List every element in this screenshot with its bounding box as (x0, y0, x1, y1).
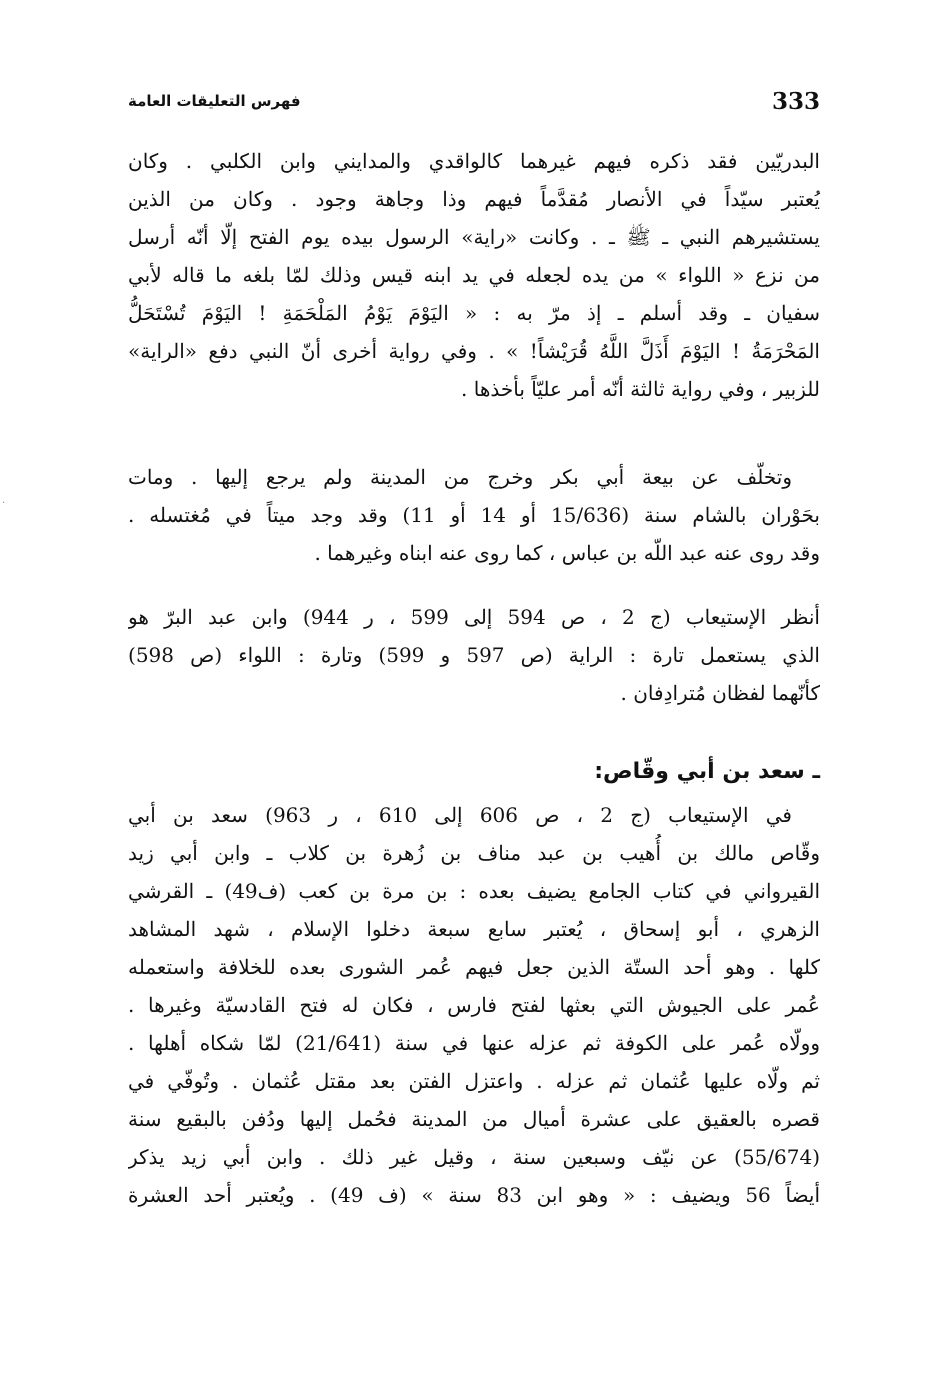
page-number: 333 (771, 88, 820, 115)
text-line: المَحْرَمَةُ ! اليَوْمَ أَذَلَّ اللَّهُ قُرَيْشاً! » . وفي رواية أخرى أنّ النبي دفع «الراية» (128, 339, 820, 363)
text-line: الزهري ، أبو إسحاق ، يُعتبر سابع سبعة دخلوا الإسلام ، شهد المشاهد (128, 917, 820, 941)
running-title: فهرس التعليقات العامة (128, 92, 301, 110)
paragraph-4 (128, 796, 820, 1214)
scan-speck: · (2, 498, 6, 509)
text-line: كلها . وهو أحد الستّة الذين جعل فيهم عُمر الشورى بعده للخلافة واستعمله (128, 955, 820, 979)
text-line: أنظر الإستيعاب (ج 2 ، ص 594 إلى 599 ، ر 944) وابن عبد البرّ هو (128, 605, 820, 629)
text-line: من نزع « اللواء » من يده لجعله في يد ابنه قيس وذلك لمّا بلغه ما قاله لأبي (128, 263, 820, 287)
text-line: الذي يستعمل تارة : الراية (ص 597 و 599) وتارة : اللواء (ص 598) (128, 643, 820, 667)
paragraph-3 (128, 598, 820, 712)
page-header (128, 88, 820, 122)
text-line: للزبير ، وفي رواية ثالثة أنّه أمر عليّاً بأخذها . (461, 377, 820, 401)
text-line: سفيان ـ وقد أسلم ـ إذ مرّ به : « اليَوْمَ يَوْمُ المَلْحَمَةِ ! اليَوْمَ تُسْتَحَلُّ (128, 301, 820, 325)
paragraph-1 (128, 142, 820, 408)
text-line: كأنّهما لفظان مُترادِفان . (620, 681, 820, 705)
text-line: ثم ولّاه عليها عُثمان ثم عزله . واعتزل الفتن بعد مقتل عُثمان . وتُوفّي في (128, 1069, 820, 1093)
paragraph-2 (128, 458, 820, 572)
text-line: بحَوْران بالشام سنة (15/636 أو 14 أو 11) وقد وجد ميتاً في مُغتسله . (128, 503, 820, 527)
text-line: في الإستيعاب (ج 2 ، ص 606 إلى 610 ، ر 963) سعد بن أبي (128, 803, 792, 827)
text-line: قصره بالعقيق على عشرة أميال من المدينة فحُمل إليها ودُفن بالبقيع سنة (128, 1107, 820, 1131)
text-line: البدريّين فقد ذكره فيهم غيرهما كالواقدي والمدايني وابن الكلبي . وكان (128, 149, 820, 173)
text-line: وقد روى عنه عبد اللّه بن عباس ، كما روى عنه ابناه وغيرهما . (314, 541, 820, 565)
text-line: القيرواني في كتاب الجامع يضيف بعده : بن مرة بن كعب (ف49) ـ القرشي (128, 879, 820, 903)
text-line: وتخلّف عن بيعة أبي بكر وخرج من المدينة ولم يرجع إليها . ومات (128, 465, 792, 489)
text-line: (55/674) عن نيّف وسبعين سنة ، وقيل غير ذلك . وابن أبي زيد يذكر (128, 1145, 820, 1169)
text-line: أيضاً 56 ويضيف : « وهو ابن 83 سنة » (ف 49) . ويُعتبر أحد العشرة (128, 1183, 820, 1207)
text-line: يُعتبر سيّداً في الأنصار مُقدَّماً فيهم وذا وجاهة وجود . وكان من الذين (128, 187, 820, 211)
text-line: وولّاه عُمر على الكوفة ثم عزله عنها في سنة (21/641) لمّا شكاه أهلها . (128, 1031, 820, 1055)
text-line: يستشيرهم النبي ـ ﷺ ـ . وكانت «راية» الرسول بيده يوم الفتح إلّا أنّه أرسل (128, 225, 820, 249)
section-heading: ـ سعد بن أبي وقّاص: (594, 759, 820, 784)
text-line: وقّاص مالك بن أُهيب بن عبد مناف بن زُهرة بن كلاب ـ وابن أبي زيد (128, 841, 820, 865)
text-line: عُمر على الجيوش التي بعثها لفتح فارس ، فكان له فتح القادسيّة وغيرها . (128, 993, 820, 1017)
